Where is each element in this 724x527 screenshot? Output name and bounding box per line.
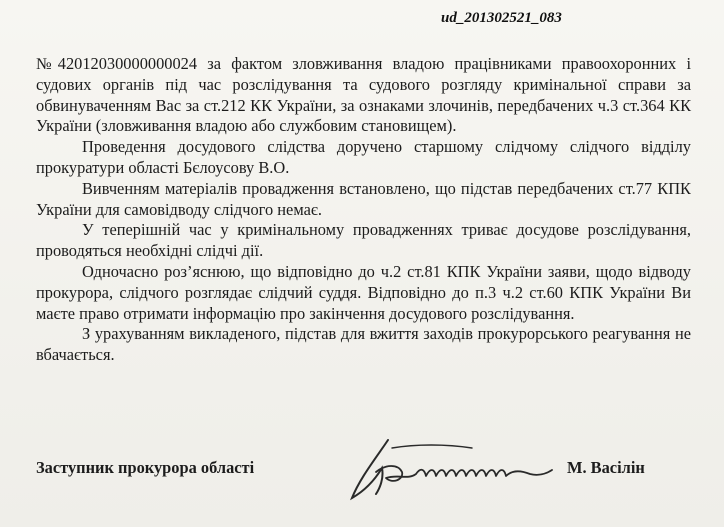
signatory-title: Заступник прокурора області	[36, 458, 255, 477]
signature-block	[36, 456, 691, 496]
paragraph-explanation: Одночасно роз’яснюю, що відповідно до ч.2 ст.81 КПК України заяви, щодо відводу прокурора, слідчого розглядає слідчий суддя. Відповідно до п.3 ч.2 ст.60 КПК України Ви маєте право отримати інформацію про закінчення досудового розслідування.	[36, 261, 691, 323]
paragraph-investigator: Проведення досудового слідства доручено старшому слідчому слідчого відділу прокуратури області Бєлоусову В.О.	[36, 137, 691, 177]
paragraph-conclusion: З урахуванням викладеного, підстав для вжиття заходів прокурорського реагування не вбачається.	[36, 324, 691, 365]
handwritten-signature-icon	[346, 434, 556, 506]
paragraph-self-recusal: Вивченням матеріалів провадження встановлено, що підстав передбачених ст.77 КПК України для самовідводу слідчого немає.	[36, 178, 691, 219]
document-id-stamp: ud_201302521_083	[441, 10, 562, 26]
paragraph-current-status: У теперішній час у кримінальному провадженнях триває досудове розслідування, проводяться необхідні слідчі дії.	[36, 220, 691, 261]
signatory-name: М. Васілін	[567, 458, 645, 477]
paragraph-case-number: №42012030000000024 за фактом зловживання владою працівниками правоохоронних і судових органів під час розслідування та судового розгляду кримінальної справи за обвинуваченням Вас за ст.212 КК України, за ознаками злочинів, передбачених ч.3 ст.364 КК України (зловживання владою або службовим становищем).	[36, 54, 691, 136]
letter-body	[36, 54, 691, 366]
